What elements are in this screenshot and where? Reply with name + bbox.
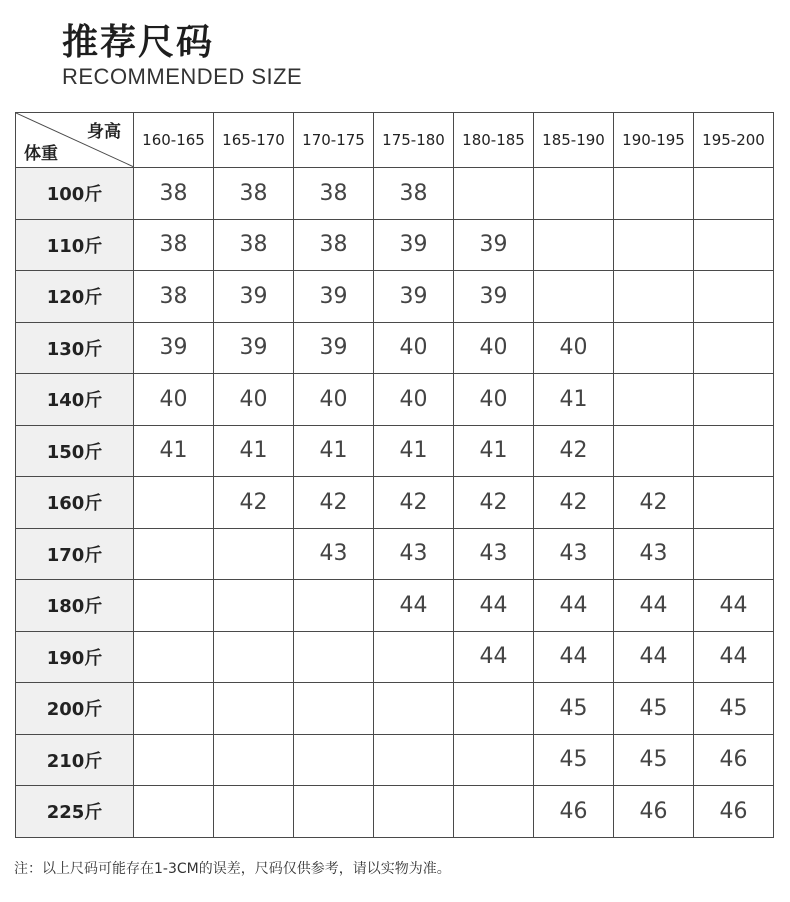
size-cell — [694, 477, 774, 529]
weight-cell: 170斤 — [16, 528, 134, 580]
size-cell — [694, 528, 774, 580]
size-cell: 41 — [374, 425, 454, 477]
size-cell — [294, 631, 374, 683]
size-cell — [374, 786, 454, 838]
size-cell: 39 — [294, 271, 374, 323]
size-cell: 39 — [454, 219, 534, 271]
size-cell — [134, 683, 214, 735]
size-cell — [694, 425, 774, 477]
weight-axis-label: 体重 — [24, 144, 58, 164]
size-cell: 43 — [534, 528, 614, 580]
size-cell: 39 — [294, 322, 374, 374]
size-cell: 39 — [374, 271, 454, 323]
table-row — [16, 734, 774, 786]
size-cell: 38 — [214, 219, 294, 271]
size-cell — [134, 477, 214, 529]
corner-cell — [16, 113, 134, 168]
weight-cell: 200斤 — [16, 683, 134, 735]
height-header: 180-185 — [454, 113, 534, 168]
size-cell: 44 — [454, 580, 534, 632]
table-row — [16, 683, 774, 735]
size-cell: 43 — [374, 528, 454, 580]
weight-cell: 140斤 — [16, 374, 134, 426]
table-row — [16, 322, 774, 374]
height-header: 190-195 — [614, 113, 694, 168]
size-cell — [214, 786, 294, 838]
size-cell: 42 — [374, 477, 454, 529]
weight-cell: 190斤 — [16, 631, 134, 683]
size-cell: 42 — [214, 477, 294, 529]
size-cell — [534, 168, 614, 220]
size-cell: 40 — [214, 374, 294, 426]
table-row — [16, 425, 774, 477]
weight-cell: 225斤 — [16, 786, 134, 838]
size-cell — [614, 322, 694, 374]
size-cell: 38 — [374, 168, 454, 220]
size-cell — [374, 683, 454, 735]
size-cell: 44 — [534, 631, 614, 683]
disclaimer-note: 注：以上尺码可能存在1-3CM的误差，尺码仅供参考，请以实物为准。 — [14, 861, 451, 877]
table-row — [16, 168, 774, 220]
size-cell: 42 — [294, 477, 374, 529]
table-row — [16, 271, 774, 323]
size-cell: 44 — [614, 631, 694, 683]
size-cell: 39 — [134, 322, 214, 374]
size-cell: 41 — [534, 374, 614, 426]
size-cell — [454, 786, 534, 838]
weight-cell: 120斤 — [16, 271, 134, 323]
size-cell — [534, 271, 614, 323]
size-cell: 41 — [454, 425, 534, 477]
size-cell: 43 — [454, 528, 534, 580]
table-row — [16, 528, 774, 580]
size-cell — [694, 271, 774, 323]
size-cell: 42 — [534, 477, 614, 529]
size-cell: 38 — [294, 219, 374, 271]
size-cell — [694, 219, 774, 271]
size-cell: 42 — [614, 477, 694, 529]
size-cell: 41 — [134, 425, 214, 477]
size-cell: 46 — [614, 786, 694, 838]
size-cell: 38 — [134, 168, 214, 220]
table-row — [16, 631, 774, 683]
weight-cell: 150斤 — [16, 425, 134, 477]
size-cell: 39 — [374, 219, 454, 271]
size-cell — [294, 683, 374, 735]
size-cell: 46 — [694, 786, 774, 838]
weight-cell: 110斤 — [16, 219, 134, 271]
height-axis-label: 身高 — [87, 122, 121, 142]
size-cell: 41 — [294, 425, 374, 477]
size-cell: 43 — [294, 528, 374, 580]
header-row — [16, 113, 774, 168]
size-cell: 39 — [214, 271, 294, 323]
size-cell — [454, 168, 534, 220]
size-cell: 44 — [614, 580, 694, 632]
size-cell — [694, 322, 774, 374]
size-cell — [294, 580, 374, 632]
size-cell — [614, 168, 694, 220]
size-cell — [454, 734, 534, 786]
size-cell: 38 — [134, 271, 214, 323]
size-chart-table — [15, 112, 774, 838]
table-row — [16, 219, 774, 271]
size-cell: 38 — [134, 219, 214, 271]
size-cell — [614, 219, 694, 271]
size-cell: 42 — [534, 425, 614, 477]
table-row — [16, 374, 774, 426]
size-cell: 44 — [694, 580, 774, 632]
size-cell: 38 — [214, 168, 294, 220]
size-cell: 40 — [534, 322, 614, 374]
size-cell: 39 — [454, 271, 534, 323]
size-cell — [214, 683, 294, 735]
size-cell: 44 — [374, 580, 454, 632]
size-cell — [134, 528, 214, 580]
size-cell: 44 — [534, 580, 614, 632]
size-cell — [134, 786, 214, 838]
table-row — [16, 580, 774, 632]
size-cell: 40 — [374, 322, 454, 374]
table-row — [16, 477, 774, 529]
size-cell — [534, 219, 614, 271]
size-cell: 40 — [374, 374, 454, 426]
weight-cell: 180斤 — [16, 580, 134, 632]
size-cell: 45 — [534, 683, 614, 735]
height-header: 170-175 — [294, 113, 374, 168]
size-cell: 41 — [214, 425, 294, 477]
size-cell: 45 — [694, 683, 774, 735]
size-cell — [214, 528, 294, 580]
size-cell: 45 — [614, 683, 694, 735]
size-cell: 40 — [294, 374, 374, 426]
size-cell — [454, 683, 534, 735]
height-header: 175-180 — [374, 113, 454, 168]
weight-cell: 160斤 — [16, 477, 134, 529]
size-cell: 45 — [534, 734, 614, 786]
size-cell — [614, 374, 694, 426]
page-subtitle: RECOMMENDED SIZE — [62, 64, 303, 89]
size-cell: 38 — [294, 168, 374, 220]
size-cell — [134, 580, 214, 632]
size-cell: 44 — [454, 631, 534, 683]
size-cell — [214, 734, 294, 786]
size-cell — [614, 271, 694, 323]
height-header: 160-165 — [134, 113, 214, 168]
table-row — [16, 786, 774, 838]
size-cell — [694, 168, 774, 220]
size-cell: 42 — [454, 477, 534, 529]
weight-cell: 130斤 — [16, 322, 134, 374]
size-cell — [374, 631, 454, 683]
size-cell: 46 — [694, 734, 774, 786]
page-title: 推荐尺码 — [62, 22, 215, 63]
size-cell — [214, 580, 294, 632]
size-cell: 40 — [454, 322, 534, 374]
size-cell — [134, 734, 214, 786]
size-cell — [694, 374, 774, 426]
height-header: 165-170 — [214, 113, 294, 168]
size-cell — [294, 786, 374, 838]
size-cell: 44 — [694, 631, 774, 683]
size-cell — [614, 425, 694, 477]
size-cell: 40 — [454, 374, 534, 426]
size-cell: 40 — [134, 374, 214, 426]
size-cell: 46 — [534, 786, 614, 838]
height-header: 185-190 — [534, 113, 614, 168]
weight-cell: 210斤 — [16, 734, 134, 786]
size-cell: 39 — [214, 322, 294, 374]
size-chart-body — [16, 168, 774, 838]
size-cell — [134, 631, 214, 683]
size-cell — [214, 631, 294, 683]
size-cell — [374, 734, 454, 786]
size-cell: 43 — [614, 528, 694, 580]
size-cell: 45 — [614, 734, 694, 786]
weight-cell: 100斤 — [16, 168, 134, 220]
height-header: 195-200 — [694, 113, 774, 168]
size-cell — [294, 734, 374, 786]
